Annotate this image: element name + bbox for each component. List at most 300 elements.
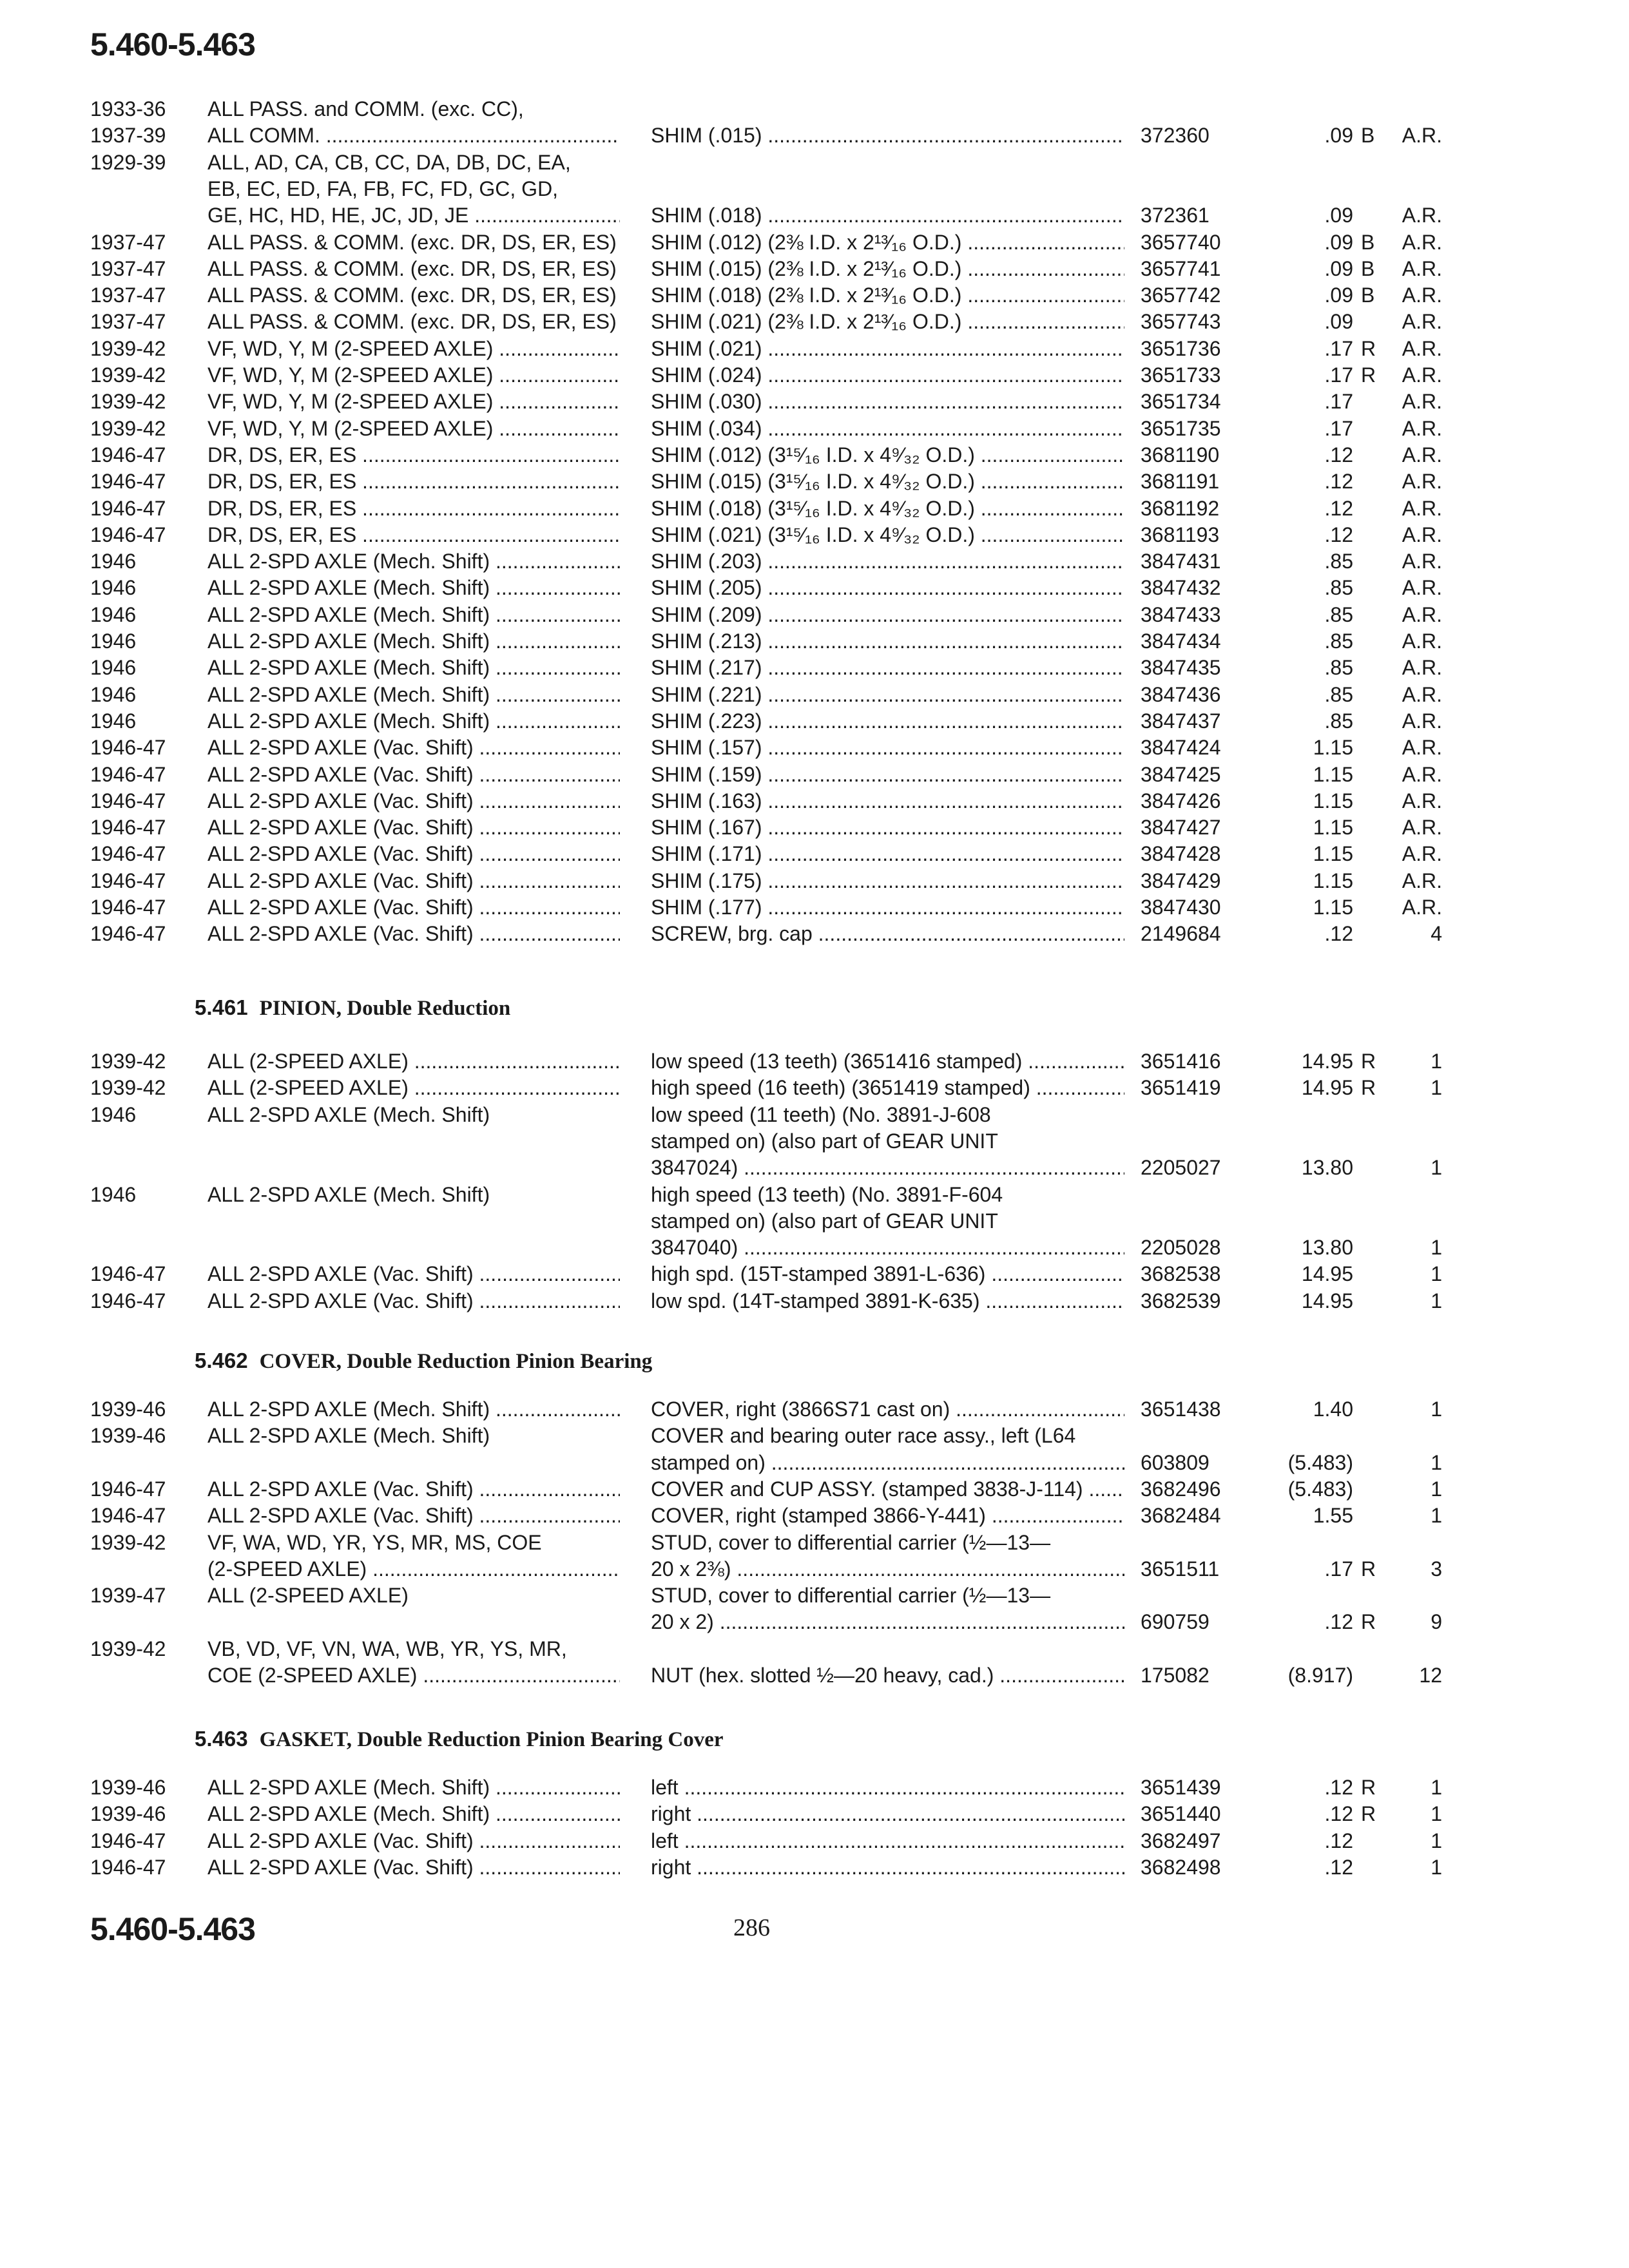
table-row <box>0 682 1629 709</box>
part-number-cell: 3681192 <box>1141 496 1220 520</box>
leader-dots <box>1083 1477 1124 1501</box>
page-header: 5.460-5.463 <box>90 26 255 62</box>
leader-dots <box>493 337 620 360</box>
year-cell: 1946 <box>90 1102 137 1126</box>
leader-dots <box>490 576 620 599</box>
table-row <box>0 97 1629 124</box>
part-number-cell: 3847432 <box>1141 576 1221 600</box>
leader-dots <box>617 284 620 307</box>
leader-dots <box>762 763 1124 786</box>
quantity-cell: 1 <box>1431 1477 1442 1501</box>
table-row <box>0 575 1629 602</box>
part-number-cell: 3681193 <box>1141 523 1220 546</box>
leader-dots <box>409 1050 620 1073</box>
year-cell: 1946 <box>90 682 137 706</box>
table-row <box>0 602 1629 629</box>
model-cell: ALL 2-SPD AXLE (Vac. Shift) ..... <box>207 1262 620 1286</box>
price-cell: .17 <box>1324 1557 1353 1581</box>
year-cell: 1933-36 <box>90 97 166 120</box>
year-cell: 1939-42 <box>90 1050 166 1073</box>
model-cell: ALL 2-SPD AXLE (Vac. Shift) ..... <box>207 1289 620 1313</box>
model-cell: ALL 2-SPD AXLE (Mech. Shift) ..... <box>207 575 620 600</box>
quantity-cell: A.R. <box>1402 443 1442 466</box>
part-number-cell: 3651511 <box>1141 1557 1220 1581</box>
quantity-cell: A.R. <box>1402 390 1442 414</box>
quantity-cell: A.R. <box>1402 256 1442 280</box>
leader-dots <box>762 204 1124 227</box>
leader-dots <box>474 816 620 839</box>
description-cell: SHIM (.012) (2⅜ I.D. x 2¹³⁄₁₆ O.D.) ..... <box>651 230 1124 255</box>
year-cell: 1939-42 <box>90 363 166 387</box>
price-cell: .85 <box>1324 602 1353 626</box>
table-row <box>0 1049 1629 1076</box>
leader-dots <box>490 709 620 733</box>
table-row <box>0 1530 1629 1557</box>
description-cell: SHIM (.012) (3¹⁵⁄₁₆ I.D. x 4⁹⁄₃₂ O.D.) ..... <box>651 443 1124 467</box>
quantity-cell: A.R. <box>1402 656 1442 680</box>
table-row <box>0 841 1629 869</box>
part-number-cell: 372361 <box>1141 204 1210 227</box>
quantity-cell: A.R. <box>1402 523 1442 546</box>
part-number-cell: 3847431 <box>1141 550 1221 573</box>
year-cell: 1946 <box>90 1182 137 1206</box>
description-cell: SHIM (.021) ..... <box>651 336 1124 361</box>
quantity-cell: A.R. <box>1402 709 1442 733</box>
description-cell: SHIM (.167) ..... <box>651 815 1124 840</box>
price-cell: 1.15 <box>1313 762 1353 786</box>
year-cell: 1946 <box>90 576 137 600</box>
price-cell: .09 <box>1324 204 1353 227</box>
quantity-cell: 3 <box>1431 1557 1442 1581</box>
year-cell: 1946 <box>90 629 137 653</box>
leader-dots <box>474 763 620 786</box>
quantity-cell: A.R. <box>1402 602 1442 626</box>
year-cell: 1946-47 <box>90 1855 166 1879</box>
year-cell: 1946-47 <box>90 922 166 946</box>
leader-dots <box>975 443 1124 466</box>
table-row <box>0 655 1629 682</box>
leader-dots <box>762 629 1124 653</box>
leader-dots <box>490 683 620 706</box>
price-cell: .17 <box>1324 363 1353 387</box>
table-row <box>0 177 1629 204</box>
section-number: 5.462 <box>195 1349 248 1372</box>
description-cell: 20 x 2) ..... <box>651 1610 1124 1634</box>
table-row <box>0 1235 1629 1262</box>
leader-dots <box>490 1802 620 1825</box>
leader-dots <box>762 576 1124 599</box>
price-cell: (5.483) <box>1287 1450 1353 1474</box>
model-cell: ALL 2-SPD AXLE (Mech. Shift) <box>207 1182 490 1206</box>
quantity-cell: A.R. <box>1402 816 1442 840</box>
year-cell: 1939-42 <box>90 416 166 440</box>
table-row <box>0 1102 1629 1129</box>
price-cell: .17 <box>1324 416 1353 440</box>
year-cell: 1946-47 <box>90 1504 166 1528</box>
leader-dots <box>493 417 620 440</box>
flag-cell: B <box>1361 124 1375 148</box>
model-cell: ALL 2-SPD AXLE (Vac. Shift) ..... <box>207 735 620 760</box>
leader-dots <box>474 1504 620 1527</box>
description-cell: SHIM (.157) ..... <box>651 735 1124 760</box>
description-cell: STUD, cover to differential carrier (½—13— <box>651 1530 1051 1554</box>
leader-dots <box>679 1829 1124 1852</box>
table-row <box>0 283 1629 310</box>
year-cell: 1939-42 <box>90 1076 166 1100</box>
leader-dots <box>409 1076 620 1099</box>
leader-dots <box>490 1776 620 1799</box>
quantity-cell: A.R. <box>1402 336 1442 360</box>
leader-dots <box>679 1776 1124 1799</box>
description-cell: SHIM (.021) (3¹⁵⁄₁₆ I.D. x 4⁹⁄₃₂ O.D.) ..... <box>651 523 1124 547</box>
table-row <box>0 1262 1629 1289</box>
year-cell: 1946-47 <box>90 470 166 494</box>
section-title: PINION, Double Reduction <box>259 997 511 1020</box>
part-number-cell: 3682538 <box>1141 1262 1221 1286</box>
quantity-cell: 1 <box>1431 1450 1442 1474</box>
quantity-cell: 1 <box>1431 1236 1442 1260</box>
quantity-cell: A.R. <box>1402 869 1442 892</box>
leader-dots <box>356 443 620 466</box>
description-cell: SHIM (.018) ..... <box>651 203 1124 227</box>
quantity-cell: A.R. <box>1402 896 1442 919</box>
model-cell: ALL 2-SPD AXLE (Vac. Shift) ..... <box>207 815 620 840</box>
description-cell: SHIM (.203) ..... <box>651 549 1124 573</box>
quantity-cell: A.R. <box>1402 682 1442 706</box>
part-number-cell: 3847424 <box>1141 736 1221 760</box>
flag-cell: B <box>1361 256 1375 280</box>
leader-dots <box>961 231 1124 254</box>
leader-dots <box>474 1289 620 1312</box>
quantity-cell: 9 <box>1431 1610 1442 1634</box>
model-cell: COE (2-SPEED AXLE) ..... <box>207 1663 620 1687</box>
leader-dots <box>762 363 1124 387</box>
price-cell: 14.95 <box>1301 1076 1353 1100</box>
model-cell: ALL (2-SPEED AXLE) ..... <box>207 1049 620 1073</box>
model-cell: ALL PASS. & COMM. (exc. DR, DS, ER, ES) ..... <box>207 230 620 255</box>
price-cell: 13.80 <box>1301 1156 1353 1180</box>
year-cell: 1946-47 <box>90 1262 166 1286</box>
table-row <box>0 203 1629 230</box>
year-cell: 1937-47 <box>90 310 166 334</box>
description-cell: high spd. (15T-stamped 3891-L-636) ..... <box>651 1262 1124 1286</box>
quantity-cell: A.R. <box>1402 470 1442 494</box>
year-cell: 1939-46 <box>90 1424 166 1448</box>
part-number-cell: 3847435 <box>1141 656 1221 680</box>
table-row <box>0 123 1629 150</box>
leader-dots <box>762 550 1124 573</box>
table-row <box>0 629 1629 656</box>
leader-dots <box>417 1664 620 1687</box>
model-cell: ALL 2-SPD AXLE (Mech. Shift) ..... <box>207 655 620 680</box>
price-cell: .09 <box>1324 256 1353 280</box>
description-cell: SHIM (.221) ..... <box>651 682 1124 707</box>
year-cell: 1939-46 <box>90 1776 166 1799</box>
leader-dots <box>762 869 1124 892</box>
year-cell: 1939-42 <box>90 390 166 414</box>
description-cell: SHIM (.015) (3¹⁵⁄₁₆ I.D. x 4⁹⁄₃₂ O.D.) ..... <box>651 469 1124 494</box>
leader-dots <box>474 1262 620 1285</box>
part-number-cell: 3847437 <box>1141 709 1221 733</box>
description-cell: SHIM (.223) ..... <box>651 709 1124 733</box>
price-cell: .12 <box>1324 1610 1353 1634</box>
leader-dots <box>762 816 1124 839</box>
leader-dots <box>468 204 620 227</box>
quantity-cell: 1 <box>1431 1289 1442 1312</box>
quantity-cell: A.R. <box>1402 284 1442 307</box>
leader-dots <box>320 124 620 147</box>
quantity-cell: 4 <box>1431 922 1442 946</box>
leader-dots <box>474 869 620 892</box>
quantity-cell: A.R. <box>1402 789 1442 812</box>
quantity-cell: 1 <box>1431 1802 1442 1826</box>
description-cell: high speed (16 teeth) (3651419 stamped) ..... <box>651 1075 1124 1100</box>
table-row <box>0 762 1629 789</box>
quantity-cell: A.R. <box>1402 576 1442 600</box>
model-cell: ALL 2-SPD AXLE (Vac. Shift) ..... <box>207 1829 620 1853</box>
price-cell: 1.15 <box>1313 789 1353 812</box>
year-cell: 1939-47 <box>90 1584 166 1608</box>
year-cell: 1946-47 <box>90 869 166 892</box>
year-cell: 1939-42 <box>90 336 166 360</box>
flag-cell: R <box>1361 1557 1376 1581</box>
part-number-cell: 3682498 <box>1141 1855 1221 1879</box>
quantity-cell: 1 <box>1431 1398 1442 1421</box>
flag-cell: R <box>1361 363 1376 387</box>
quantity-cell: A.R. <box>1402 204 1442 227</box>
table-row <box>0 1182 1629 1209</box>
leader-dots <box>731 1557 1124 1581</box>
quantity-cell: 1 <box>1431 1156 1442 1180</box>
leader-dots <box>474 789 620 812</box>
year-cell: 1946-47 <box>90 762 166 786</box>
table-row <box>0 363 1629 390</box>
price-cell: .09 <box>1324 310 1353 334</box>
model-cell: ALL 2-SPD AXLE (Vac. Shift) ..... <box>207 921 620 946</box>
model-cell: DR, DS, ER, ES ..... <box>207 496 620 521</box>
table-row <box>0 469 1629 496</box>
description-cell: 3847040) ..... <box>651 1235 1124 1260</box>
description-cell: stamped on) (also part of GEAR UNIT <box>651 1209 998 1233</box>
description-cell: SHIM (.217) ..... <box>651 655 1124 680</box>
year-cell: 1946 <box>90 656 137 680</box>
part-number-cell: 3651733 <box>1141 363 1221 387</box>
model-cell: ALL 2-SPD AXLE (Mech. Shift) ..... <box>207 602 620 627</box>
leader-dots <box>367 1557 620 1581</box>
table-row <box>0 1397 1629 1424</box>
description-cell: left ..... <box>651 1775 1124 1800</box>
quantity-cell: A.R. <box>1402 496 1442 520</box>
table-row <box>0 1450 1629 1477</box>
leader-dots <box>493 363 620 387</box>
flag-cell: R <box>1361 1802 1376 1826</box>
leader-dots <box>474 1856 620 1879</box>
model-cell: ALL 2-SPD AXLE (Mech. Shift) ..... <box>207 1397 620 1421</box>
model-cell: ALL 2-SPD AXLE (Vac. Shift) ..... <box>207 1855 620 1879</box>
model-cell: ALL 2-SPD AXLE (Mech. Shift) ..... <box>207 1802 620 1826</box>
part-number-cell: 3847426 <box>1141 789 1221 812</box>
quantity-cell: A.R. <box>1402 550 1442 573</box>
table-row <box>0 1583 1629 1610</box>
model-cell: ALL 2-SPD AXLE (Mech. Shift) <box>207 1102 490 1126</box>
price-cell: .12 <box>1324 1829 1353 1852</box>
description-cell: SHIM (.018) (2⅜ I.D. x 2¹³⁄₁₆ O.D.) ..... <box>651 283 1124 307</box>
price-cell: 14.95 <box>1301 1262 1353 1286</box>
table-row <box>0 735 1629 762</box>
quantity-cell: A.R. <box>1402 842 1442 866</box>
leader-dots <box>979 1289 1124 1312</box>
price-cell: 1.55 <box>1313 1504 1353 1528</box>
leader-dots <box>356 497 620 520</box>
year-cell: 1946-47 <box>90 443 166 466</box>
model-cell: ALL 2-SPD AXLE (Vac. Shift) ..... <box>207 895 620 919</box>
model-cell: ALL PASS. & COMM. (exc. DR, DS, ER, ES) ..... <box>207 283 620 307</box>
year-cell: 1946 <box>90 709 137 733</box>
year-cell: 1946-47 <box>90 1477 166 1501</box>
description-cell: 3847024) ..... <box>651 1155 1124 1180</box>
price-cell: .12 <box>1324 1802 1353 1826</box>
page-number: 286 <box>733 1914 770 1941</box>
table-row <box>0 1829 1629 1856</box>
description-cell: SHIM (.024) ..... <box>651 363 1124 387</box>
leader-dots <box>490 603 620 626</box>
description-cell: COVER, right (3866S71 cast on) ..... <box>651 1397 1124 1421</box>
leader-dots <box>994 1664 1124 1687</box>
section-heading <box>195 1349 652 1374</box>
price-cell: (8.917) <box>1287 1664 1353 1687</box>
table-row <box>0 1775 1629 1802</box>
model-cell: ALL 2-SPD AXLE (Mech. Shift) ..... <box>207 549 620 573</box>
description-cell: SHIM (.213) ..... <box>651 629 1124 653</box>
model-cell: ALL PASS. & COMM. (exc. DR, DS, ER, ES) ..... <box>207 256 620 281</box>
quantity-cell: 1 <box>1431 1262 1442 1286</box>
part-number-cell: 3847436 <box>1141 682 1221 706</box>
leader-dots <box>490 1398 620 1421</box>
part-number-cell: 3847430 <box>1141 896 1221 919</box>
model-cell: VF, WD, Y, M (2-SPEED AXLE) ..... <box>207 336 620 361</box>
description-cell: SHIM (.015) (2⅜ I.D. x 2¹³⁄₁₆ O.D.) ..... <box>651 256 1124 281</box>
part-number-cell: 3651735 <box>1141 416 1221 440</box>
table-row <box>0 549 1629 576</box>
table-row <box>0 1289 1629 1316</box>
part-number-cell: 3651416 <box>1141 1050 1221 1073</box>
table-row <box>0 1129 1629 1156</box>
description-cell: COVER and CUP ASSY. (stamped 3838-J-114) ..... <box>651 1477 1124 1501</box>
part-number-cell: 3651440 <box>1141 1802 1221 1826</box>
table-row <box>0 256 1629 284</box>
price-cell: (5.483) <box>1287 1477 1353 1501</box>
description-cell: NUT (hex. slotted ½—20 heavy, cad.) ..... <box>651 1663 1124 1687</box>
description-cell: left ..... <box>651 1829 1124 1853</box>
description-cell: stamped on) (also part of GEAR UNIT <box>651 1129 998 1153</box>
model-cell: DR, DS, ER, ES ..... <box>207 443 620 467</box>
leader-dots <box>356 470 620 493</box>
model-cell: DR, DS, ER, ES ..... <box>207 469 620 494</box>
quantity-cell: A.R. <box>1402 310 1442 334</box>
model-cell: ALL 2-SPD AXLE (Mech. Shift) ..... <box>207 629 620 653</box>
table-row <box>0 789 1629 816</box>
price-cell: 14.95 <box>1301 1050 1353 1073</box>
part-number-cell: 3682484 <box>1141 1504 1221 1528</box>
part-number-cell: 3651419 <box>1141 1076 1221 1100</box>
model-cell: DR, DS, ER, ES ..... <box>207 523 620 547</box>
part-number-cell: 3651736 <box>1141 336 1221 360</box>
part-number-cell: 3682496 <box>1141 1477 1221 1501</box>
part-number-cell: 2149684 <box>1141 922 1221 946</box>
leader-dots <box>762 603 1124 626</box>
description-cell: SHIM (.175) ..... <box>651 869 1124 893</box>
price-cell: 14.95 <box>1301 1289 1353 1312</box>
model-cell: ALL 2-SPD AXLE (Vac. Shift) ..... <box>207 841 620 866</box>
description-cell: 20 x 2⅜) ..... <box>651 1557 1124 1581</box>
leader-dots <box>1030 1076 1124 1099</box>
leader-dots <box>691 1856 1124 1879</box>
model-cell: ALL 2-SPD AXLE (Mech. Shift) <box>207 1424 490 1448</box>
description-cell: SHIM (.021) (2⅜ I.D. x 2¹³⁄₁₆ O.D.) ..... <box>651 309 1124 334</box>
flag-cell: R <box>1361 1610 1376 1634</box>
part-number-cell: 3657741 <box>1141 256 1221 280</box>
price-cell: .12 <box>1324 922 1353 946</box>
part-number-cell: 3847427 <box>1141 816 1221 840</box>
leader-dots <box>762 337 1124 360</box>
table-row <box>0 869 1629 896</box>
quantity-cell: 1 <box>1431 1076 1442 1100</box>
leader-dots <box>975 523 1124 546</box>
quantity-cell: 1 <box>1431 1829 1442 1852</box>
year-cell: 1946-47 <box>90 736 166 760</box>
table-row <box>0 1155 1629 1182</box>
price-cell: 13.80 <box>1301 1236 1353 1260</box>
price-cell: .09 <box>1324 230 1353 254</box>
year-cell: 1946-47 <box>90 1829 166 1852</box>
leader-dots <box>975 470 1124 493</box>
table-row <box>0 1802 1629 1829</box>
description-cell: SHIM (.159) ..... <box>651 762 1124 787</box>
part-number-cell: 3847428 <box>1141 842 1221 866</box>
table-row <box>0 496 1629 523</box>
model-cell: ALL 2-SPD AXLE (Vac. Shift) ..... <box>207 1477 620 1501</box>
part-number-cell: 3657743 <box>1141 310 1221 334</box>
description-cell: COVER, right (stamped 3866-Y-441) ..... <box>651 1503 1124 1528</box>
leader-dots <box>474 736 620 759</box>
leader-dots <box>762 417 1124 440</box>
model-cell: VB, VD, VF, VN, WA, WB, YR, YS, MR, <box>207 1637 567 1660</box>
table-row <box>0 230 1629 257</box>
description-cell: SHIM (.205) ..... <box>651 575 1124 600</box>
model-cell: ALL 2-SPD AXLE (Vac. Shift) ..... <box>207 869 620 893</box>
year-cell: 1937-39 <box>90 124 166 148</box>
table-row <box>0 336 1629 363</box>
part-number-cell: 3847434 <box>1141 629 1221 653</box>
section-heading <box>195 995 510 1021</box>
quantity-cell: A.R. <box>1402 416 1442 440</box>
leader-dots <box>762 390 1124 413</box>
model-cell: ALL COMM. ..... <box>207 123 620 148</box>
part-number-cell: 3847433 <box>1141 602 1221 626</box>
part-number-cell: 2205028 <box>1141 1236 1221 1260</box>
flag-cell: R <box>1361 1050 1376 1073</box>
year-cell: 1939-42 <box>90 1530 166 1554</box>
model-cell: VF, WA, WD, YR, YS, MR, MS, COE <box>207 1530 542 1554</box>
year-cell: 1939-46 <box>90 1398 166 1421</box>
part-number-cell: 372360 <box>1141 124 1210 148</box>
price-cell: .85 <box>1324 656 1353 680</box>
table-row <box>0 150 1629 177</box>
price-cell: .85 <box>1324 709 1353 733</box>
leader-dots <box>691 1802 1124 1825</box>
table-row <box>0 1209 1629 1236</box>
part-number-cell: 3651438 <box>1141 1398 1221 1421</box>
